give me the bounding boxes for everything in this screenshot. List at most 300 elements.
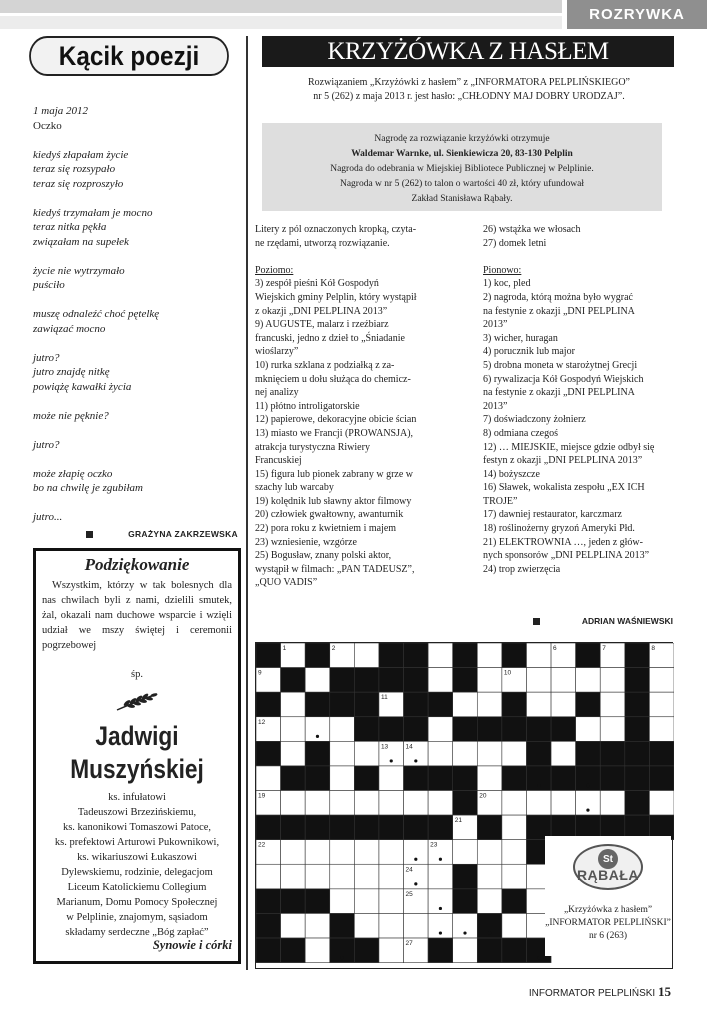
poem-line: powiążę kawałki życia — [33, 380, 132, 393]
page-footer — [529, 984, 671, 1000]
grid-cell-black — [404, 692, 429, 717]
footer-publication: INFORMATOR PELPLIŃSKI — [528, 988, 656, 999]
grid-cell[interactable] — [354, 791, 379, 816]
grid-cell[interactable] — [281, 864, 306, 889]
crossword-author-line — [533, 615, 673, 627]
grid-number: 25 — [405, 890, 413, 898]
grid-cell-black — [379, 717, 404, 742]
grid-cell-black — [305, 815, 330, 840]
grid-cell[interactable] — [502, 864, 527, 889]
grid-cell-black — [379, 668, 404, 693]
grid-cell-black — [428, 692, 453, 717]
clue-line: 22) pora roku z kwietniem i majem — [255, 523, 397, 535]
grid-cell-black — [256, 913, 281, 938]
clue-line: TROJE” — [483, 495, 518, 507]
grid-number: 14 — [405, 743, 413, 751]
grid-cell-black — [625, 717, 650, 742]
solution-dot — [537, 956, 540, 959]
poem-line: zawiązać mocno — [33, 322, 106, 335]
clue-line: na festynie z okazji „DNI PELPLINA — [483, 387, 635, 399]
grid-cell[interactable] — [379, 840, 404, 865]
grid-cell-black — [453, 791, 478, 816]
recipient-line: Tadeuszowi Brzezińskiemu, — [77, 807, 197, 818]
grid-cell[interactable] — [477, 643, 502, 668]
solution-dot — [537, 784, 540, 787]
clue-heading: Poziomo: — [255, 264, 294, 276]
grid-number: 20 — [479, 792, 487, 800]
grid-cell-black — [625, 643, 650, 668]
grid-cell[interactable] — [649, 717, 674, 742]
poem-line: jutro znajdę nitkę — [33, 366, 110, 378]
stanza-gap — [33, 336, 238, 351]
grid-number: 6 — [553, 645, 557, 652]
column-divider — [246, 36, 248, 970]
issue-label — [545, 904, 671, 943]
clue-line: 6) rywalizacja Kół Gospodyń Wiejskich — [483, 373, 644, 385]
grid-cell-black — [576, 741, 601, 766]
clue-line: 2) nagroda, którą można było wygrać — [483, 291, 633, 303]
solution-dot — [340, 956, 343, 959]
grid-cell[interactable] — [330, 889, 355, 914]
solution-dot — [439, 858, 442, 861]
poem-title: Oczko — [33, 119, 62, 132]
recipient-line: ks. kanonikowi Tomaszowi Patoce, — [62, 822, 212, 833]
grid-cell[interactable] — [305, 791, 330, 816]
solution-dot — [414, 858, 417, 861]
grid-cell[interactable] — [256, 766, 281, 791]
thanks-signoff: Synowie i córki — [152, 938, 232, 952]
poem-line: może złapię oczko — [33, 467, 113, 480]
grid-cell-black — [281, 815, 306, 840]
grid-cell[interactable] — [281, 913, 306, 938]
grid-cell[interactable] — [477, 766, 502, 791]
clue-line: szachy lub warcaby — [255, 482, 334, 494]
clue-line: z okazji „DNI PELPLINA 2013” — [255, 305, 388, 317]
grid-cell[interactable] — [551, 741, 576, 766]
grid-number: 22 — [258, 841, 266, 849]
deceased-name — [57, 720, 217, 786]
grid-cell-black — [428, 815, 453, 840]
poem-line: jutro... — [33, 511, 63, 523]
grid-cell-black — [502, 938, 527, 963]
grid-cell[interactable] — [649, 791, 674, 816]
grid-cell-black — [502, 889, 527, 914]
grid-cell-black — [379, 643, 404, 668]
prize-voucher: Nagroda w nr 5 (262) to talon o wartości 40 zł, który ufundował — [339, 179, 585, 189]
grid-number: 1 — [282, 645, 287, 652]
condolence-thanks-box — [33, 548, 241, 964]
grid-cell-black — [453, 889, 478, 914]
grid-cell[interactable] — [379, 938, 404, 963]
grid-cell-black — [551, 717, 576, 742]
grid-cell[interactable] — [477, 840, 502, 865]
grid-cell[interactable] — [477, 668, 502, 693]
grid-cell[interactable] — [526, 668, 551, 693]
grid-cell[interactable] — [354, 913, 379, 938]
grid-cell-black — [354, 766, 379, 791]
prize-winner: Waldemar Warnke, ul. Sienkiewicza 20, 83-130 Pelplin — [351, 149, 573, 159]
grid-cell-black — [502, 692, 527, 717]
clue-line: 26) wstążka we włosach — [483, 224, 581, 235]
clues-column-b — [483, 223, 673, 576]
clue-line: 4) porucznik lub major — [483, 346, 575, 358]
clue-line: 17) dawniej restaurator, karczmarz — [483, 509, 622, 521]
grid-cell[interactable] — [256, 864, 281, 889]
grid-cell[interactable] — [428, 864, 453, 889]
grid-cell-black — [281, 668, 306, 693]
grid-cell-black — [354, 717, 379, 742]
grid-cell[interactable] — [305, 913, 330, 938]
grid-cell[interactable] — [428, 668, 453, 693]
grid-cell[interactable] — [379, 791, 404, 816]
recipient-line: Marianum, Domu Pomocy Społecznej — [56, 897, 218, 908]
clue-line: 18) roślinożerny gryzoń Ameryki Płd. — [483, 523, 635, 535]
grid-cell-black — [502, 766, 527, 791]
solution-dot — [316, 735, 319, 738]
grid-cell[interactable] — [477, 864, 502, 889]
clue-line: nych sponsorów „DNI PELPLINA 2013” — [483, 550, 650, 562]
clue-line: ne rzędami, utworzą rozwiązanie. — [255, 237, 390, 249]
poem-line: teraz nitka pękła — [33, 221, 107, 233]
clue-line: 24) trop zwierzęcia — [483, 563, 561, 575]
poem-line: muszę odnaleźć choć pętelkę — [33, 308, 160, 320]
grid-number: 8 — [651, 645, 656, 652]
stanza-gap — [33, 249, 238, 264]
solution-dot — [390, 759, 393, 762]
grid-cell-black — [477, 815, 502, 840]
stanza-gap — [33, 423, 238, 438]
grid-cell-black — [330, 668, 355, 693]
clue-line: 3) wicher, huragan — [483, 332, 558, 344]
solution-line: Rozwiązaniem „Krzyżówki z hasłem” z „INFORMATORA PELPLIŃSKIEGO” — [308, 77, 630, 88]
grid-cell[interactable] — [330, 791, 355, 816]
clue-line: 13) miasto we Francji (PROWANSJA), — [255, 427, 414, 439]
grid-cell-black — [649, 741, 674, 766]
grid-cell-black — [453, 668, 478, 693]
grid-cell-black — [649, 766, 674, 791]
grid-cell-black — [428, 766, 453, 791]
clue-line: francuski, jedno z dzieł to „Śniadanie — [255, 332, 405, 344]
sponsor-logo-text: RĄBAŁA — [576, 867, 640, 883]
grid-cell-black — [404, 643, 429, 668]
clue-line: 2013” — [483, 319, 508, 331]
grid-cell-black — [379, 815, 404, 840]
grid-cell[interactable] — [477, 741, 502, 766]
poem-line: jutro? — [33, 438, 60, 451]
poem-line: kiedyś złapałam życie — [33, 148, 129, 161]
grid-cell-black — [330, 692, 355, 717]
grid-cell-black — [354, 815, 379, 840]
grid-number: 7 — [602, 645, 606, 652]
crossword-author: ADRIAN WAŚNIEWSKI — [581, 616, 673, 626]
recipient-line: Dylewskiemu, rodzinie, delegacjom — [61, 867, 213, 878]
thanks-text: Wszystkim, którzy w tak bolesnych dla nas chwilach byli z nami, dzielili smutek, żal, okazali nam duchowe wsparcie i wzięli udział we mszy świętej i ceremonii pogrzebowej — [42, 580, 232, 651]
prize-box — [262, 123, 662, 211]
grid-cell[interactable] — [281, 741, 306, 766]
grid-cell-black — [526, 741, 551, 766]
poem-line: teraz się rozproszyło — [33, 177, 124, 190]
grid-cell[interactable] — [281, 717, 306, 742]
clue-line: 23) wzniesienie, wzgórze — [255, 536, 357, 548]
sponsor-logo-badge: St — [598, 849, 618, 869]
clue-line: wystąpił w filmach: „PAN TADEUSZ”, — [255, 563, 415, 575]
header-bar-shade — [0, 16, 562, 29]
grid-cell-black — [256, 692, 281, 717]
clue-line: 12) … MIEJSKIE, miejsce gdzie odbył się — [483, 441, 655, 453]
grid-cell[interactable] — [502, 913, 527, 938]
grid-cell-black — [305, 692, 330, 717]
grid-cell[interactable] — [354, 741, 379, 766]
grid-cell[interactable] — [600, 717, 625, 742]
grid-cell-black — [526, 717, 551, 742]
grid-number: 23 — [430, 841, 438, 849]
grid-number: 21 — [454, 817, 462, 825]
deceased-first-name: Jadwigi — [95, 721, 179, 751]
poem — [33, 104, 238, 525]
solution-dot — [439, 907, 442, 910]
grid-cell[interactable] — [305, 840, 330, 865]
header-bar — [0, 0, 562, 13]
clue-line: 7) doświadczony żołnierz — [483, 414, 586, 426]
prize-pickup: Nagroda do odebrania w Miejskiej Bibliotece Publicznej w Pelplinie. — [330, 164, 594, 174]
grid-cell[interactable] — [354, 864, 379, 889]
grid-cell[interactable] — [502, 840, 527, 865]
stanza-gap — [33, 191, 238, 206]
poem-line: życie nie wytrzymało — [33, 264, 125, 277]
grid-cell[interactable] — [428, 791, 453, 816]
grid-cell[interactable] — [281, 840, 306, 865]
poem-author: GRAŻYNA ZAKRZEWSKA — [128, 529, 238, 539]
grid-number: 27 — [405, 940, 413, 948]
grid-cell-black — [256, 889, 281, 914]
grid-cell-black — [281, 766, 306, 791]
grid-cell-black — [256, 938, 281, 963]
grid-cell[interactable] — [305, 938, 330, 963]
grid-cell[interactable] — [379, 889, 404, 914]
grid-cell[interactable] — [502, 741, 527, 766]
grid-cell[interactable] — [551, 692, 576, 717]
grid-cell-black — [404, 815, 429, 840]
poem-line: jutro? — [33, 351, 60, 364]
clue-line: 2013” — [483, 400, 508, 412]
grid-cell-black — [625, 668, 650, 693]
grid-cell-black — [502, 717, 527, 742]
grid-cell[interactable] — [354, 889, 379, 914]
clues-column-a — [255, 223, 445, 590]
grid-number: 2 — [331, 645, 336, 652]
grid-cell-black — [330, 815, 355, 840]
poem-line: kiedyś trzymałam je mocno — [33, 206, 153, 219]
clue-line: nej analizy — [255, 387, 299, 399]
grid-cell-black — [453, 864, 478, 889]
solution-dot — [488, 931, 491, 934]
grid-cell[interactable] — [305, 864, 330, 889]
grid-cell-black — [354, 938, 379, 963]
clue-line: 5) drobna moneta w starożytnej Grecji — [483, 359, 638, 371]
grid-cell[interactable] — [649, 668, 674, 693]
clue-line: 20) człowiek gwałtowny, awanturnik — [255, 509, 404, 521]
grid-cell-black — [453, 766, 478, 791]
poem-date: 1 maja 2012 — [33, 105, 88, 117]
solution-dot — [586, 784, 589, 787]
sponsor-logo — [573, 844, 643, 890]
clue-line: 11) płótno introligatorskie — [255, 400, 360, 412]
stanza-gap — [33, 293, 238, 308]
grid-cell[interactable] — [551, 791, 576, 816]
clue-line: 25) Bogusław, znany polski aktor, — [255, 550, 392, 562]
grid-cell-black — [625, 766, 650, 791]
recipient-line: ks. wikariuszowi Łukaszowi — [77, 852, 197, 863]
solution-dot — [414, 759, 417, 762]
grid-cell-black — [281, 889, 306, 914]
crossword-grid — [255, 642, 673, 969]
grid-cell[interactable] — [379, 864, 404, 889]
grid-cell[interactable] — [281, 791, 306, 816]
grid-cell[interactable] — [305, 668, 330, 693]
grid-cell[interactable] — [600, 692, 625, 717]
grid-cell[interactable] — [453, 840, 478, 865]
recipient-line: ks. infułatowi — [108, 792, 166, 803]
grid-cell[interactable] — [330, 717, 355, 742]
poem-line: puściło — [33, 279, 65, 291]
grid-cell[interactable] — [354, 840, 379, 865]
clue-line: „QUO VADIS” — [255, 577, 318, 589]
grid-cell-black — [256, 643, 281, 668]
clue-line: 15) figura lub pionek zabrany w grze w — [255, 468, 413, 480]
grid-cell[interactable] — [526, 692, 551, 717]
clue-line: 16) Sławek, wokalista zespołu „EX ICH — [483, 482, 645, 494]
grid-cell-black — [453, 643, 478, 668]
grid-cell-black — [404, 766, 429, 791]
grid-cell[interactable] — [477, 889, 502, 914]
grid-cell[interactable] — [551, 668, 576, 693]
grid-cell[interactable] — [526, 643, 551, 668]
grid-cell-black — [404, 668, 429, 693]
grid-cell-black — [256, 815, 281, 840]
deceased-surname: Muszyńskiej — [70, 754, 204, 784]
clue-line: Wiejskich gminy Pelplin, który wystąpił — [255, 291, 417, 303]
recipient-line: ks. prefektowi Arturowi Pukownikowi, — [54, 837, 220, 848]
stanza-gap — [33, 452, 238, 467]
grid-cell[interactable] — [379, 913, 404, 938]
grid-cell[interactable] — [502, 791, 527, 816]
grid-cell-black — [477, 938, 502, 963]
solution-dot — [586, 809, 589, 812]
grid-cell-black — [576, 643, 601, 668]
poem-line: może nie pęknie? — [33, 409, 109, 422]
bullet-square-icon — [86, 531, 93, 538]
stanza-gap — [33, 133, 238, 148]
solution-dot — [414, 882, 417, 885]
grid-cell[interactable] — [526, 791, 551, 816]
poem-line: teraz się rozsypało — [33, 163, 116, 175]
stanza-gap — [33, 394, 238, 409]
recipient-line: składamy serdeczne „Bóg zapłać” — [65, 927, 209, 938]
grid-cell-black — [404, 717, 429, 742]
sponsor-logo-area — [545, 836, 671, 956]
grid-cell[interactable] — [281, 692, 306, 717]
bullet-square-icon — [533, 618, 540, 625]
grid-cell-black — [453, 717, 478, 742]
thanks-title: Podziękowanie — [84, 555, 190, 574]
section-tag: ROZRYWKA — [567, 0, 707, 29]
poem-line: bo na chwilę je zgubiłam — [33, 482, 143, 494]
previous-solution — [264, 76, 674, 104]
grid-cell-black — [305, 766, 330, 791]
prize-intro: Nagrodę za rozwiązanie krzyżówki otrzymuje — [374, 134, 550, 144]
clue-line: 8) odmiana czegoś — [483, 427, 558, 439]
grid-cell-black — [576, 692, 601, 717]
grid-cell[interactable] — [649, 692, 674, 717]
grid-cell[interactable] — [404, 913, 429, 938]
grid-cell[interactable] — [600, 791, 625, 816]
grid-cell[interactable] — [354, 643, 379, 668]
recipient-line: Liceum Katolickiemu Collegium — [67, 882, 207, 893]
grid-number: 13 — [380, 743, 389, 751]
grid-cell[interactable] — [330, 864, 355, 889]
grid-cell[interactable] — [428, 643, 453, 668]
prize-sponsor: Zakład Stanisława Rąbały. — [411, 194, 513, 204]
grid-cell[interactable] — [379, 766, 404, 791]
clue-line: festyn z okazji „DNI PELPLINA 2013” — [483, 455, 643, 467]
clue-spacer — [483, 250, 673, 264]
grid-number: 9 — [258, 669, 262, 677]
grid-number: 11 — [380, 694, 388, 702]
clue-line: 19) kolędnik lub sławny aktor filmowy — [255, 495, 412, 507]
clue-line: 21) ELEKTROWNIA …, jeden z głów- — [483, 536, 643, 548]
grid-cell-black — [305, 643, 330, 668]
grid-cell-black — [354, 668, 379, 693]
grid-cell[interactable] — [330, 741, 355, 766]
grid-cell[interactable] — [453, 938, 478, 963]
grid-cell-black — [625, 692, 650, 717]
grid-cell-black — [256, 741, 281, 766]
grid-number: 24 — [405, 866, 413, 874]
grid-cell-black — [600, 741, 625, 766]
clue-line: Litery z pól oznaczonych kropką, czyta- — [255, 224, 417, 235]
grid-cell-black — [477, 717, 502, 742]
grid-cell[interactable] — [428, 741, 453, 766]
clue-line: atrakcja turystyczna Riwiery — [255, 441, 370, 453]
grid-cell[interactable] — [330, 766, 355, 791]
clue-heading: Pionowo: — [483, 264, 522, 276]
grid-cell[interactable] — [453, 741, 478, 766]
clue-spacer — [255, 250, 445, 264]
grid-cell[interactable] — [428, 717, 453, 742]
grid-cell[interactable] — [502, 815, 527, 840]
issue-line: „Krzyżówka z hasłem” — [563, 905, 653, 915]
grid-cell[interactable] — [576, 668, 601, 693]
grid-cell-black — [305, 889, 330, 914]
grid-number: 12 — [258, 718, 266, 726]
clue-line: 14) bożyszcze — [483, 468, 540, 480]
grid-cell[interactable] — [600, 668, 625, 693]
crossword-title: KRZYŻÓWKA Z HASŁEM — [262, 36, 674, 67]
grid-cell-black — [600, 766, 625, 791]
grid-cell-black — [281, 938, 306, 963]
clue-line: mknięciem u dołu służąca do chemicz- — [255, 373, 411, 385]
grid-number: 10 — [503, 669, 512, 677]
grid-cell[interactable] — [576, 717, 601, 742]
grid-cell[interactable] — [453, 692, 478, 717]
grid-cell[interactable] — [404, 791, 429, 816]
clue-line: 1) koc, pled — [483, 278, 531, 290]
solution-dot — [439, 931, 442, 934]
grid-cell[interactable] — [330, 840, 355, 865]
grid-cell-black — [428, 938, 453, 963]
poem-line: związałam na supełek — [33, 235, 129, 248]
grid-cell[interactable] — [477, 692, 502, 717]
